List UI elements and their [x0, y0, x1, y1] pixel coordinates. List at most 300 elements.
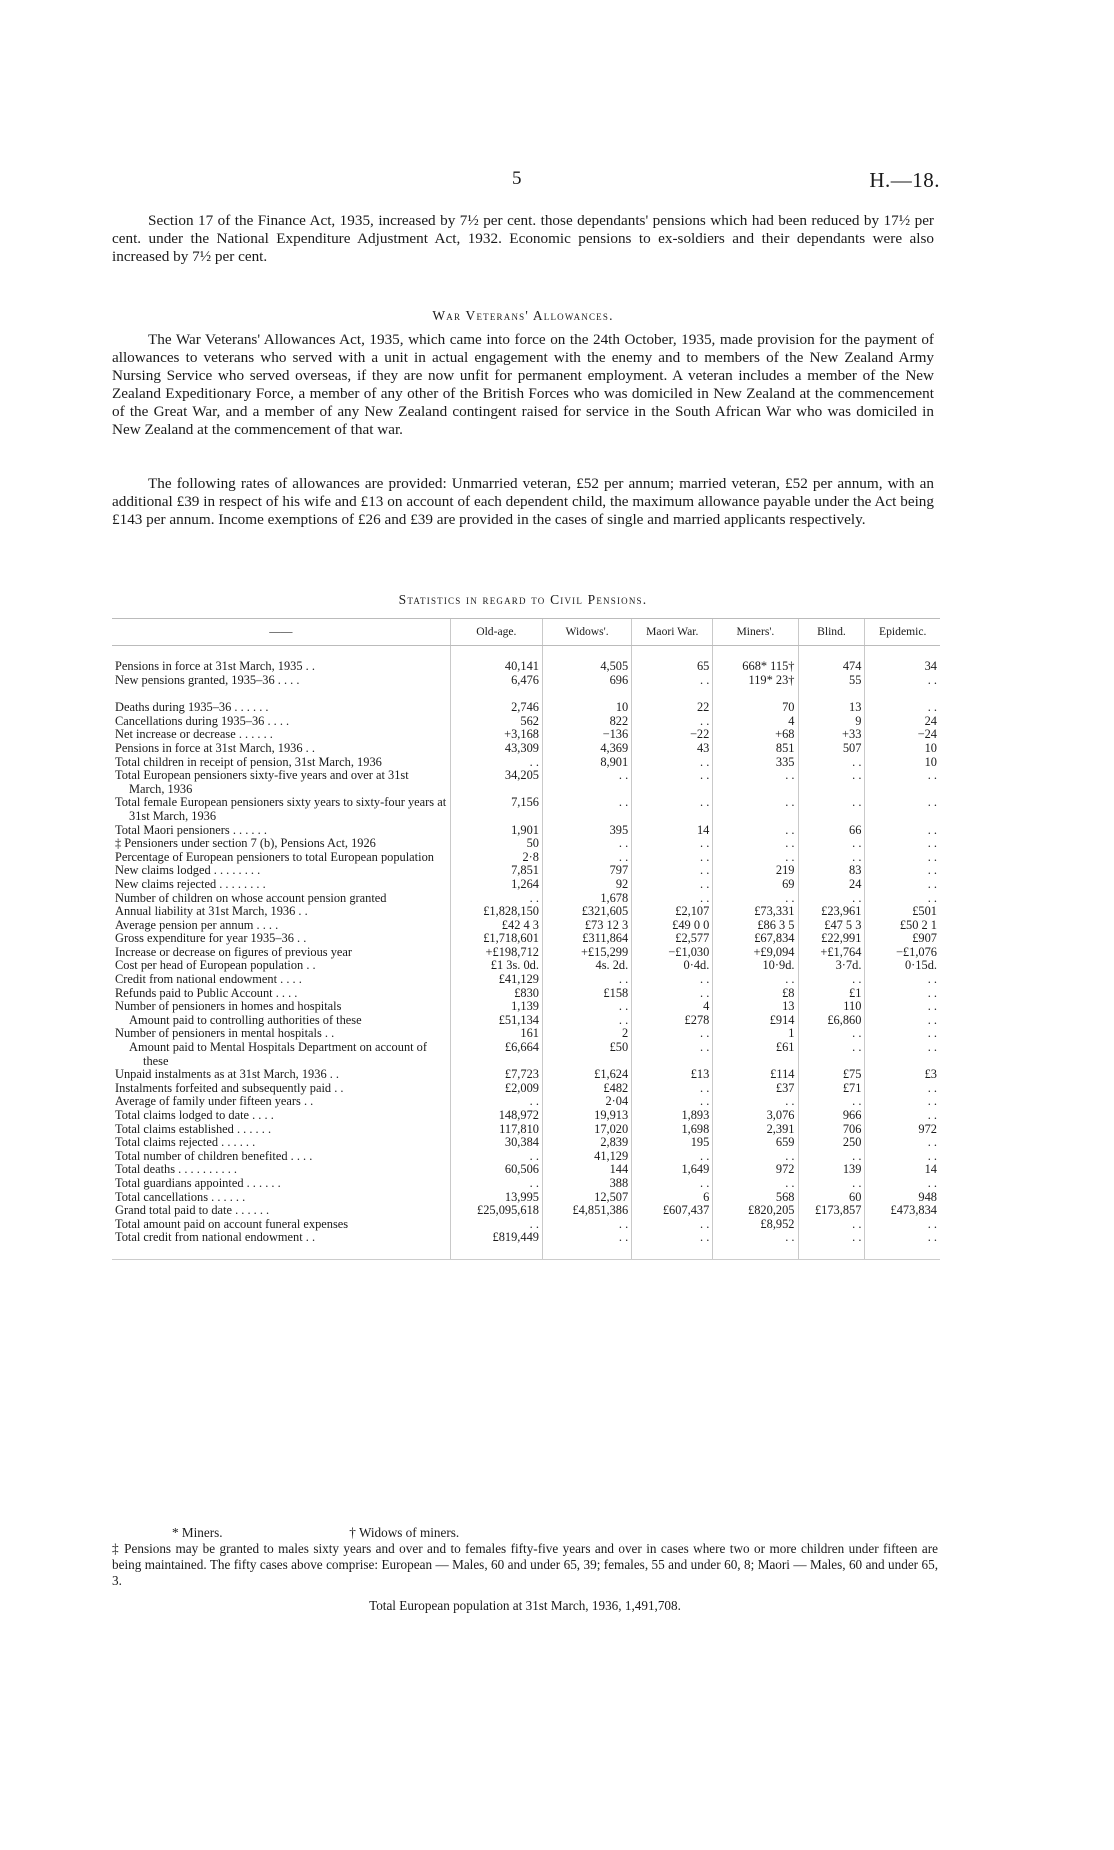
table-cell: 161: [450, 1027, 542, 1041]
table-cell: . .: [865, 837, 940, 851]
table-cell: £22,991: [798, 932, 865, 946]
table-cell: . .: [865, 1109, 940, 1123]
table-row: [112, 864, 940, 878]
table-cell: £8: [713, 987, 798, 1001]
intro-paragraph: Section 17 of the Finance Act, 1935, increased by 7½ per cent. those dependants' pensions which had been reduced by 17½ per cent. under the National Expenditure Adjustment Act, 1932. Economic pensions to ex-soldiers and their dependants were also increased by 7½ per cent.: [112, 212, 934, 265]
table-cell: . .: [450, 1218, 542, 1232]
row-label: [112, 1218, 450, 1232]
table-cell: £37: [713, 1082, 798, 1096]
table-row: [112, 796, 940, 823]
table-cell: . .: [798, 1027, 865, 1041]
row-label: [112, 756, 450, 770]
table-cell: £311,864: [542, 932, 631, 946]
table-cell: £914: [713, 1014, 798, 1028]
row-label-text: Percentage of European pensioners to total European population: [115, 849, 434, 864]
table-row: [112, 1163, 940, 1177]
row-label: [112, 796, 450, 823]
table-cell: £13: [632, 1068, 713, 1082]
row-label: [112, 646, 450, 674]
row-label-text: Cancellations during 1935–36 . . . .: [115, 713, 290, 728]
row-label-text: Total guardians appointed . . . . . .: [115, 1175, 281, 1190]
table-cell: +3,168: [450, 728, 542, 742]
spacer-cell: [713, 687, 798, 701]
table-cell: 7,851: [450, 864, 542, 878]
table-row: [112, 1123, 940, 1137]
table-row: [112, 905, 940, 919]
table-cell: . .: [865, 1027, 940, 1041]
table-cell: . .: [713, 1150, 798, 1164]
table-cell: 10·9d.: [713, 959, 798, 973]
table-cell: £158: [542, 987, 631, 1001]
table-cell: 250: [798, 1136, 865, 1150]
table-cell: £1,718,601: [450, 932, 542, 946]
table-row: [112, 1068, 940, 1082]
row-label: [112, 824, 450, 838]
table-cell: 797: [542, 864, 631, 878]
table-cell: 148,972: [450, 1109, 542, 1123]
row-label-text: Total Maori pensioners . . . . . .: [115, 822, 267, 837]
table-cell: 41,129: [542, 1150, 631, 1164]
table-cell: 1: [713, 1027, 798, 1041]
table-cell: £49 0 0: [632, 919, 713, 933]
table-cell: . .: [798, 892, 865, 906]
row-label-text: Gross expenditure for year 1935–36 . .: [115, 931, 307, 946]
footnotes: [112, 1525, 938, 1589]
table-cell: . .: [798, 973, 865, 987]
table-spacer: [112, 687, 940, 701]
spacer-cell: [542, 687, 631, 701]
table-cell: . .: [542, 769, 631, 796]
row-label-text: New claims rejected . . . . . . . .: [115, 876, 266, 891]
table-cell: £23,961: [798, 905, 865, 919]
table-cell: 34,205: [450, 769, 542, 796]
table-cell: £278: [632, 1014, 713, 1028]
row-label: [112, 1027, 450, 1041]
table-cell: . .: [450, 1150, 542, 1164]
table-cell: 10: [865, 756, 940, 770]
table-cell: £6,664: [450, 1041, 542, 1068]
table-row: [112, 1082, 940, 1096]
table-cell: £50 2 1: [865, 919, 940, 933]
table-cell: . .: [632, 1027, 713, 1041]
table-header-row: [112, 619, 940, 646]
table-cell: +£198,712: [450, 946, 542, 960]
footnote-miners: * Miners.: [172, 1525, 223, 1540]
table-cell: £86 3 5: [713, 919, 798, 933]
table-cell: 119* 23†: [713, 674, 798, 688]
table-row: [112, 728, 940, 742]
row-label-text: Annual liability at 31st March, 1936 . .: [115, 904, 308, 919]
table-cell: . .: [542, 837, 631, 851]
table-cell: . .: [865, 987, 940, 1001]
table-cell: 43,309: [450, 742, 542, 756]
table-cell: . .: [542, 1014, 631, 1028]
table-cell: . .: [798, 756, 865, 770]
table-cell: −22: [632, 728, 713, 742]
row-label: [112, 1204, 450, 1218]
table-cell: . .: [632, 837, 713, 851]
war-veterans-heading: War Veterans' Allowances.: [432, 308, 614, 323]
table-cell: £71: [798, 1082, 865, 1096]
row-label: [112, 1136, 450, 1150]
table-cell: £41,129: [450, 973, 542, 987]
table-cell: 30,384: [450, 1136, 542, 1150]
table-row: [112, 1095, 940, 1109]
table-row: [112, 987, 940, 1001]
table-cell: . .: [865, 864, 940, 878]
table-cell: 4: [713, 715, 798, 729]
row-label: [112, 1014, 450, 1028]
row-label-text: ‡ Pensioners under section 7 (b), Pensions Act, 1926: [115, 836, 376, 851]
row-label-text: Number of children on whose account pension granted: [115, 890, 387, 905]
table-cell: . .: [632, 1231, 713, 1259]
table-row: [112, 1014, 940, 1028]
table-cell: 60: [798, 1191, 865, 1205]
table-cell: 219: [713, 864, 798, 878]
table-cell: 1,139: [450, 1000, 542, 1014]
table-cell: −136: [542, 728, 631, 742]
row-label-text: Pensions in force at 31st March, 1936 . .: [115, 740, 315, 755]
table-cell: £50: [542, 1041, 631, 1068]
row-label: [112, 1068, 450, 1082]
row-label: [112, 932, 450, 946]
table-cell: +68: [713, 728, 798, 742]
table-cell: . .: [798, 769, 865, 796]
table-cell: . .: [632, 1218, 713, 1232]
table-cell: . .: [632, 715, 713, 729]
row-label-text: Pensions in force at 31st March, 1935 . .: [115, 659, 315, 673]
table-cell: £907: [865, 932, 940, 946]
table-cell: 60,506: [450, 1163, 542, 1177]
civil-pensions-table: [112, 618, 940, 1260]
table-row: [112, 892, 940, 906]
table-cell: £73,331: [713, 905, 798, 919]
row-label-text: Increase or decrease on figures of previous year: [115, 944, 353, 959]
table-cell: £321,605: [542, 905, 631, 919]
table-cell: 1,698: [632, 1123, 713, 1137]
table-cell: +£15,299: [542, 946, 631, 960]
table-row: [112, 878, 940, 892]
column-header: Miners'.: [713, 619, 798, 646]
table-cell: 50: [450, 837, 542, 851]
row-label-text: Total credit from national endowment . .: [115, 1230, 316, 1245]
table-row: [112, 1177, 940, 1191]
table-cell: 3,076: [713, 1109, 798, 1123]
table-cell: £1,828,150: [450, 905, 542, 919]
row-label: [112, 1082, 450, 1096]
table-cell: . .: [713, 796, 798, 823]
table-row: [112, 1109, 940, 1123]
column-header-label: ——: [112, 619, 450, 646]
table-cell: £75: [798, 1068, 865, 1082]
table-cell: . .: [632, 878, 713, 892]
table-cell: 8,901: [542, 756, 631, 770]
table-cell: . .: [865, 1014, 940, 1028]
table-cell: 40,141: [450, 646, 542, 674]
table-cell: £73 12 3: [542, 919, 631, 933]
table-cell: 568: [713, 1191, 798, 1205]
row-label: [112, 1191, 450, 1205]
column-header: Old-age.: [450, 619, 542, 646]
war-veterans-paragraph-1: The War Veterans' Allowances Act, 1935, which came into force on the 24th October, 1935, made provision for the payment of allowances to veterans who served with a unit in actual engagement with the enemy and to members of the New Zealand Army Nursing Service who served overseas, if they are now unfit for permanent employment. A veteran includes a member of the New Zealand Expeditionary Force, a member of any other of the British Forces who was domiciled in New Zealand at the commencement of the Great War, and a member of any New Zealand contingent raised for service in the South African War who was domiciled in New Zealand at the commencement of that war.: [112, 331, 934, 438]
table-cell: 24: [798, 878, 865, 892]
table-cell: 972: [713, 1163, 798, 1177]
row-label: [112, 946, 450, 960]
row-label-text: Amount paid to Mental Hospitals Department on account of these: [129, 1040, 427, 1068]
row-label: [112, 837, 450, 851]
row-label: [112, 1177, 450, 1191]
table-cell: . .: [632, 892, 713, 906]
table-cell: £1 3s. 0d.: [450, 959, 542, 973]
table-cell: 335: [713, 756, 798, 770]
table-cell: 562: [450, 715, 542, 729]
table-row: [112, 1191, 940, 1205]
table-cell: £42 4 3: [450, 919, 542, 933]
table-cell: . .: [542, 1231, 631, 1259]
table-cell: 65: [632, 646, 713, 674]
table-cell: . .: [632, 796, 713, 823]
table-cell: . .: [632, 1150, 713, 1164]
table-cell: . .: [798, 796, 865, 823]
table-row: [112, 1231, 940, 1259]
table-cell: . .: [632, 674, 713, 688]
table-cell: . .: [798, 1095, 865, 1109]
table-cell: . .: [713, 837, 798, 851]
table-cell: . .: [713, 1231, 798, 1259]
table-cell: 822: [542, 715, 631, 729]
table-cell: 4s. 2d.: [542, 959, 631, 973]
row-label: [112, 1000, 450, 1014]
table-cell: £67,834: [713, 932, 798, 946]
table-cell: 19,913: [542, 1109, 631, 1123]
table-cell: £6,860: [798, 1014, 865, 1028]
table-cell: 9: [798, 715, 865, 729]
table-cell: 66: [798, 824, 865, 838]
table-cell: −24: [865, 728, 940, 742]
table-cell: £2,577: [632, 932, 713, 946]
table-cell: . .: [865, 1095, 940, 1109]
table-cell: £61: [713, 1041, 798, 1068]
table-cell: 83: [798, 864, 865, 878]
table-cell: £2,009: [450, 1082, 542, 1096]
row-label: [112, 851, 450, 865]
table-row: [112, 1041, 940, 1068]
table-cell: 139: [798, 1163, 865, 1177]
table-cell: . .: [632, 1041, 713, 1068]
row-label-text: New claims lodged . . . . . . . .: [115, 863, 261, 878]
row-label: [112, 728, 450, 742]
table-row: [112, 959, 940, 973]
table-cell: . .: [865, 701, 940, 715]
table-cell: 388: [542, 1177, 631, 1191]
table-cell: 117,810: [450, 1123, 542, 1137]
table-cell: +33: [798, 728, 865, 742]
table-cell: 659: [713, 1136, 798, 1150]
table-cell: £7,723: [450, 1068, 542, 1082]
table-cell: −£1,076: [865, 946, 940, 960]
table-cell: 22: [632, 701, 713, 715]
row-label-text: Total claims lodged to date . . . .: [115, 1108, 274, 1122]
column-header: Blind.: [798, 619, 865, 646]
table-cell: . .: [713, 824, 798, 838]
table-cell: 34: [865, 646, 940, 674]
table-cell: 55: [798, 674, 865, 688]
table-cell: . .: [865, 769, 940, 796]
table-cell: . .: [542, 1000, 631, 1014]
table-cell: . .: [865, 892, 940, 906]
row-label-text: Total claims established . . . . . .: [115, 1121, 272, 1136]
table-cell: 966: [798, 1109, 865, 1123]
row-label-text: Total cancellations . . . . . .: [115, 1189, 246, 1204]
table-cell: 1,901: [450, 824, 542, 838]
table-cell: . .: [713, 973, 798, 987]
row-label: [112, 1163, 450, 1177]
table-cell: . .: [865, 674, 940, 688]
row-label: [112, 892, 450, 906]
table-cell: £1,624: [542, 1068, 631, 1082]
table-cell: 12,507: [542, 1191, 631, 1205]
table-cell: 696: [542, 674, 631, 688]
table-cell: . .: [798, 1177, 865, 1191]
row-label: [112, 1231, 450, 1259]
row-label: [112, 973, 450, 987]
table-cell: 69: [713, 878, 798, 892]
table-row: [112, 769, 940, 796]
row-label: [112, 769, 450, 796]
row-label-text: Amount paid to controlling authorities of these: [129, 1012, 362, 1027]
table-cell: 43: [632, 742, 713, 756]
table-cell: 507: [798, 742, 865, 756]
table-cell: . .: [632, 851, 713, 865]
table-cell: £482: [542, 1082, 631, 1096]
table-row: [112, 674, 940, 688]
table-cell: 0·4d.: [632, 959, 713, 973]
table-row: [112, 1204, 940, 1218]
row-label-text: Refunds paid to Public Account . . . .: [115, 985, 298, 1000]
table-cell: 14: [865, 1163, 940, 1177]
row-label-text: Net increase or decrease . . . . . .: [115, 727, 273, 742]
footnote-double-dagger: ‡ Pensions may be granted to males sixty years and over and to females fifty-five years and over in cases where two or more children under fifteen are being maintained. The fifty cases above comprise: European — Males, 60 and under 65, 39; females, 55 and under 60, 8; Maori — Males, 60 and under 65, 3.: [112, 1541, 938, 1588]
table-cell: . .: [798, 1231, 865, 1259]
table-row: [112, 756, 940, 770]
war-veterans-paragraph-2: The following rates of allowances are provided: Unmarried veteran, £52 per annum; married veteran, £52 per annum, with an additional £39 in respect of his wife and £13 on account of each dependent child, the maximum allowance payable under the Act being £143 per annum. Income exemptions of £26 and £39 are provided in the cases of single and married applicants respectively.: [112, 475, 934, 528]
table-cell: 2,391: [713, 1123, 798, 1137]
row-label-text: New pensions granted, 1935–36 . . . .: [115, 672, 300, 687]
row-label-text: Number of pensioners in mental hospitals . .: [115, 1026, 335, 1041]
row-label: [112, 919, 450, 933]
table-cell: 6,476: [450, 674, 542, 688]
table-cell: . .: [632, 987, 713, 1001]
row-label: [112, 1041, 450, 1068]
table-cell: . .: [632, 1095, 713, 1109]
row-label: [112, 864, 450, 878]
row-label-text: Instalments forfeited and subsequently paid . .: [115, 1080, 344, 1095]
row-label-text: Total European pensioners sixty-five years and over at 31st March, 1936: [115, 768, 409, 796]
table-cell: 2: [542, 1027, 631, 1041]
table-cell: 474: [798, 646, 865, 674]
table-cell: . .: [865, 1082, 940, 1096]
table-row: [112, 1218, 940, 1232]
table-cell: . .: [713, 851, 798, 865]
row-label: [112, 715, 450, 729]
table-row: [112, 1150, 940, 1164]
table-cell: . .: [632, 1177, 713, 1191]
table-row: [112, 946, 940, 960]
spacer-cell: [112, 687, 450, 701]
table-cell: . .: [450, 756, 542, 770]
spacer-cell: [450, 687, 542, 701]
table-cell: 2·8: [450, 851, 542, 865]
table-row: [112, 742, 940, 756]
table-cell: £114: [713, 1068, 798, 1082]
column-header: Maori War.: [632, 619, 713, 646]
table-cell: £607,437: [632, 1204, 713, 1218]
table-cell: £3: [865, 1068, 940, 1082]
table-cell: £4,851,386: [542, 1204, 631, 1218]
table-cell: . .: [798, 837, 865, 851]
row-label-text: Number of pensioners in homes and hospitals: [115, 999, 342, 1014]
row-label-text: Cost per head of European population . .: [115, 958, 316, 973]
table-row: [112, 701, 940, 715]
row-label: [112, 1109, 450, 1123]
table-cell: 1,678: [542, 892, 631, 906]
table-cell: . .: [798, 1041, 865, 1068]
table-cell: . .: [713, 1095, 798, 1109]
table-cell: 24: [865, 715, 940, 729]
table-row: [112, 715, 940, 729]
table-cell: 13,995: [450, 1191, 542, 1205]
table-cell: 4: [632, 1000, 713, 1014]
table-cell: +£9,094: [713, 946, 798, 960]
table-cell: £819,449: [450, 1231, 542, 1259]
row-label: [112, 1123, 450, 1137]
table-cell: . .: [632, 973, 713, 987]
page-number: 5: [512, 168, 522, 189]
table-cell: 4,505: [542, 646, 631, 674]
table-row: [112, 932, 940, 946]
row-label: [112, 878, 450, 892]
table-cell: 13: [713, 1000, 798, 1014]
row-label-text: Deaths during 1935–36 . . . . . .: [115, 700, 269, 715]
table-cell: . .: [798, 1150, 865, 1164]
table-row: [112, 1000, 940, 1014]
row-label-text: Credit from national endowment . . . .: [115, 972, 302, 987]
table-cell: £820,205: [713, 1204, 798, 1218]
table-cell: £1: [798, 987, 865, 1001]
document-reference: H.—18.: [869, 168, 940, 192]
table-cell: £51,134: [450, 1014, 542, 1028]
table-cell: . .: [632, 864, 713, 878]
column-header: Epidemic.: [865, 619, 940, 646]
row-label-text: Grand total paid to date . . . . . .: [115, 1203, 270, 1218]
table-cell: +£1,764: [798, 946, 865, 960]
table-row: [112, 824, 940, 838]
table-cell: . .: [632, 1082, 713, 1096]
table-cell: . .: [865, 1136, 940, 1150]
table-cell: 13: [798, 701, 865, 715]
table-cell: . .: [798, 851, 865, 865]
table-cell: . .: [450, 892, 542, 906]
total-population-note: Total European population at 31st March, 1936, 1,491,708.: [369, 1598, 681, 1613]
table-cell: . .: [865, 824, 940, 838]
table-cell: 110: [798, 1000, 865, 1014]
table-cell: . .: [865, 851, 940, 865]
table-cell: . .: [865, 796, 940, 823]
row-label-text: Total children in receipt of pension, 31st March, 1936: [115, 754, 382, 769]
table-row: [112, 646, 940, 674]
table-cell: . .: [865, 1150, 940, 1164]
table-cell: 948: [865, 1191, 940, 1205]
